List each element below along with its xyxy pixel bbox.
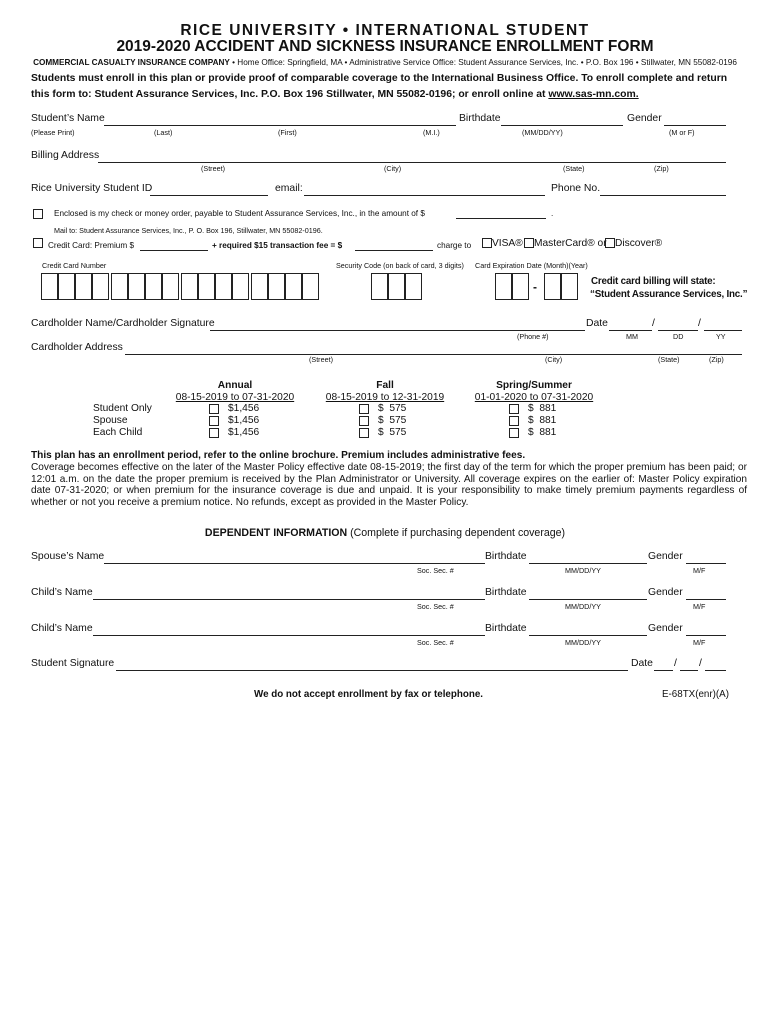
dd-hint: DD (673, 332, 684, 341)
spring-student-checkbox[interactable] (509, 404, 519, 414)
security-code-label: Security Code (on back of card, 3 digits) (336, 261, 464, 270)
cardholder-date-dd[interactable] (658, 318, 698, 331)
signature-date-dd[interactable] (680, 658, 698, 671)
exp-year-box[interactable] (544, 273, 561, 300)
cardholder-date-mm[interactable] (609, 318, 652, 331)
annual-spouse-price: $1,456 (228, 415, 260, 426)
exp-month-box[interactable] (495, 273, 512, 300)
row-each-child: Each Child (93, 427, 143, 438)
cardholder-zip-hint: (Zip) (709, 355, 724, 364)
transaction-fee-text: + required $15 transaction fee = $ (212, 241, 343, 250)
discover-label: Discover® (615, 238, 663, 249)
child2-gender-field[interactable] (686, 623, 726, 636)
zip-hint: (Zip) (654, 164, 669, 173)
gender-label: Gender (627, 113, 662, 124)
card-digit-box[interactable] (232, 273, 249, 300)
enrollment-period-notice: This plan has an enrollment period, refer to the online brochure. Premium includes administrative fees. (31, 450, 526, 461)
cardholder-city-hint: (City) (545, 355, 563, 364)
card-digit-box[interactable] (75, 273, 92, 300)
student-id-label: Rice University Student ID (31, 183, 153, 194)
check-payment-checkbox[interactable] (33, 209, 43, 219)
spouse-date-hint: MM/DD/YY (565, 566, 601, 575)
last-hint: (Last) (154, 128, 173, 137)
form-code: E-68TX(enr)(A) (662, 689, 729, 700)
card-digit-box[interactable] (58, 273, 75, 300)
check-amount-field[interactable] (456, 208, 546, 219)
annual-spouse-checkbox[interactable] (209, 416, 219, 426)
card-digit-box[interactable] (302, 273, 319, 300)
enroll-online-link[interactable]: www.sas-mn.com. (548, 89, 639, 100)
spouse-gender-field[interactable] (686, 551, 726, 564)
student-name-field[interactable] (104, 113, 456, 126)
fall-spouse-price: $ 575 (378, 415, 407, 426)
child2-mf-hint: M/F (693, 638, 706, 647)
annual-student-price: $1,456 (228, 403, 260, 414)
visa-checkbox[interactable] (482, 238, 492, 248)
dependent-heading-bold: DEPENDENT INFORMATION (204, 527, 348, 539)
m-or-f-hint: (M or F) (669, 128, 695, 137)
child2-date-hint: MM/DD/YY (565, 638, 601, 647)
cardholder-state-hint: (State) (658, 355, 680, 364)
student-name-label: Student’s Name (31, 113, 105, 124)
child1-ssn-hint: Soc. Sec. # (417, 602, 454, 611)
annual-student-checkbox[interactable] (209, 404, 219, 414)
student-signature-field[interactable] (116, 658, 628, 671)
fall-student-price: $ 575 (378, 403, 407, 414)
cardholder-label: Cardholder Name/Cardholder Signature (31, 318, 215, 329)
spring-spouse-checkbox[interactable] (509, 416, 519, 426)
phone-field[interactable] (600, 183, 726, 196)
billing-statement-line2: “Student Assurance Services, Inc.” (590, 289, 748, 300)
total-amount-field[interactable] (355, 240, 433, 251)
child1-birthdate-label: Birthdate (485, 587, 527, 598)
credit-card-checkbox[interactable] (33, 238, 43, 248)
date-slash-2: / (698, 318, 701, 329)
form-title-line2: 2019-2020 ACCIDENT AND SICKNESS INSURANCE ENROLLMENT FORM (116, 38, 654, 55)
fall-student-checkbox[interactable] (359, 404, 369, 414)
card-digit-box[interactable] (181, 273, 198, 300)
exp-year-box[interactable] (561, 273, 578, 300)
phone-label: Phone No. (551, 183, 601, 194)
credit-card-label: Credit Card: Premium $ (48, 241, 134, 250)
child1-gender-label: Gender (648, 587, 683, 598)
annual-child-price: $1,456 (228, 427, 260, 438)
billing-address-field[interactable] (98, 150, 726, 163)
spring-summer-dates: 01-01-2020 to 07-31-2020 (474, 392, 594, 403)
fall-heading: Fall (376, 380, 394, 391)
signature-date-label: Date (631, 658, 653, 669)
intro-text: Students must enroll in this plan or provide proof of comparable coverage to the International Business Office. To enroll complete and return this form to: Student Assurance Services, Inc. P.O. Box 196 Stillwater, MN 55082-0196; or enroll online at (31, 73, 728, 100)
no-fax-notice: We do not accept enrollment by fax or telephone. (254, 689, 483, 700)
charge-to-label: charge to (437, 241, 472, 250)
spouse-birthdate-label: Birthdate (485, 551, 527, 562)
cardholder-date-label: Date (586, 318, 608, 329)
security-digit-box[interactable] (405, 273, 422, 300)
cardholder-address-field[interactable] (125, 342, 742, 355)
student-birthdate-field[interactable] (501, 113, 623, 126)
annual-dates: 08-15-2019 to 07-31-2020 (175, 392, 295, 403)
expiration-label: Card Expiration Date (Month)(Year) (475, 261, 588, 270)
spring-child-price: $ 881 (528, 427, 557, 438)
child1-date-hint: MM/DD/YY (565, 602, 601, 611)
card-number-label: Credit Card Number (42, 261, 107, 270)
billing-address-label: Billing Address (31, 150, 100, 161)
row-student-only: Student Only (93, 403, 152, 414)
exp-month-box[interactable] (512, 273, 529, 300)
signature-date-mm[interactable] (654, 658, 673, 671)
mm-hint: MM (626, 332, 638, 341)
fall-child-price: $ 575 (378, 427, 407, 438)
visa-label: VISA® (492, 238, 523, 249)
cardholder-date-yy[interactable] (704, 318, 742, 331)
cardholder-signature-field[interactable] (210, 318, 585, 331)
signature-slash-2: / (699, 658, 702, 669)
spouse-name-field[interactable] (104, 551, 485, 564)
please-print-hint: (Please Print) (31, 128, 75, 137)
premium-amount-field[interactable] (140, 240, 208, 251)
annual-child-checkbox[interactable] (209, 428, 219, 438)
company-info (0, 58, 770, 67)
student-gender-field[interactable] (664, 113, 726, 126)
mi-hint: (M.I.) (423, 128, 440, 137)
child1-mf-hint: M/F (693, 602, 706, 611)
spring-child-checkbox[interactable] (509, 428, 519, 438)
date-format-hint: (MM/DD/YY) (522, 128, 563, 137)
spring-student-price: $ 881 (528, 403, 557, 414)
street-hint: (Street) (201, 164, 225, 173)
annual-heading: Annual (217, 380, 253, 391)
form-title-line1: RICE UNIVERSITY • INTERNATIONAL STUDENT (180, 22, 590, 39)
email-field[interactable] (304, 183, 545, 196)
child1-name-label: Child’s Name (31, 587, 93, 598)
student-signature-label: Student Signature (31, 658, 115, 669)
exp-dash: - (533, 280, 537, 294)
card-digit-box[interactable] (268, 273, 285, 300)
company-address: • Home Office: Springfield, MA • Administrative Service Office: Student Assurance Services, Inc. • P.O. Box 196 • Stillwater, MN 55082-0196 (229, 58, 737, 67)
card-digit-box[interactable] (285, 273, 302, 300)
fall-dates: 08-15-2019 to 12-31-2019 (325, 392, 445, 403)
birthdate-label: Birthdate (459, 113, 501, 124)
child2-birthdate-field[interactable] (529, 623, 647, 636)
spouse-name-label: Spouse’s Name (31, 551, 105, 562)
card-digit-box[interactable] (251, 273, 268, 300)
billing-statement-line1: Credit card billing will state: (591, 276, 716, 287)
child2-name-field[interactable] (93, 623, 485, 636)
row-spouse: Spouse (93, 415, 128, 426)
student-id-field[interactable] (150, 183, 268, 196)
spouse-gender-label: Gender (648, 551, 683, 562)
yy-hint: YY (716, 332, 726, 341)
spring-summer-heading: Spring/Summer (496, 380, 572, 391)
card-digit-box[interactable] (198, 273, 215, 300)
signature-date-yy[interactable] (705, 658, 726, 671)
card-digit-box[interactable] (92, 273, 109, 300)
spouse-birthdate-field[interactable] (529, 551, 647, 564)
security-digit-box[interactable] (388, 273, 405, 300)
email-label: email: (275, 183, 303, 194)
security-digit-box[interactable] (371, 273, 388, 300)
card-digit-box[interactable] (215, 273, 232, 300)
phone-hint: (Phone #) (517, 332, 549, 341)
signature-slash-1: / (674, 658, 677, 669)
state-hint: (State) (563, 164, 585, 173)
first-hint: (First) (278, 128, 297, 137)
mastercard-label: MasterCard® or (534, 238, 607, 249)
check-period: . (551, 209, 554, 218)
discover-checkbox[interactable] (605, 238, 615, 248)
dependent-info-heading (0, 527, 770, 539)
mastercard-checkbox[interactable] (524, 238, 534, 248)
card-digit-box[interactable] (41, 273, 58, 300)
check-payment-text: Enclosed is my check or money order, payable to Student Assurance Services, Inc., in the amount of $ (54, 209, 425, 218)
card-digit-box[interactable] (111, 273, 128, 300)
fall-child-checkbox[interactable] (359, 428, 369, 438)
child2-name-label: Child’s Name (31, 623, 93, 634)
card-digit-box[interactable] (145, 273, 162, 300)
child1-gender-field[interactable] (686, 587, 726, 600)
card-digit-box[interactable] (162, 273, 179, 300)
mail-to-text: Mail to: Student Assurance Services, Inc., P. O. Box 196, Stillwater, MN 55082-0196. (54, 226, 323, 235)
child1-birthdate-field[interactable] (529, 587, 647, 600)
cardholder-address-label: Cardholder Address (31, 342, 123, 353)
child2-gender-label: Gender (648, 623, 683, 634)
child2-birthdate-label: Birthdate (485, 623, 527, 634)
spouse-mf-hint: M/F (693, 566, 706, 575)
child2-ssn-hint: Soc. Sec. # (417, 638, 454, 647)
spouse-ssn-hint: Soc. Sec. # (417, 566, 454, 575)
date-slash-1: / (652, 318, 655, 329)
card-digit-box[interactable] (128, 273, 145, 300)
cardholder-street-hint: (Street) (309, 355, 333, 364)
child1-name-field[interactable] (93, 587, 485, 600)
spring-spouse-price: $ 881 (528, 415, 557, 426)
dependent-heading-note: (Complete if purchasing dependent coverage) (347, 527, 566, 539)
company-name: COMMERCIAL CASUALTY INSURANCE COMPANY (33, 58, 230, 67)
city-hint: (City) (384, 164, 402, 173)
coverage-terms-text: Coverage becomes effective on the later of the Master Policy effective date 08-15-2019; the first day of the term for which the proper premium has been paid; or 12:01 a.m. on the date the proper premium is received by the Plan Administrator or University. All coverage expires on the earlier of: Master Policy expiration date 07-31-2020; or when premium for the insurance coverage is due and unpaid. It is your responsibility to make timely premium payments regardless of whether or not you receive a premium notice. No refunds, except as provided in the Master Policy. (31, 462, 747, 508)
fall-spouse-checkbox[interactable] (359, 416, 369, 426)
intro-instructions (31, 71, 746, 103)
